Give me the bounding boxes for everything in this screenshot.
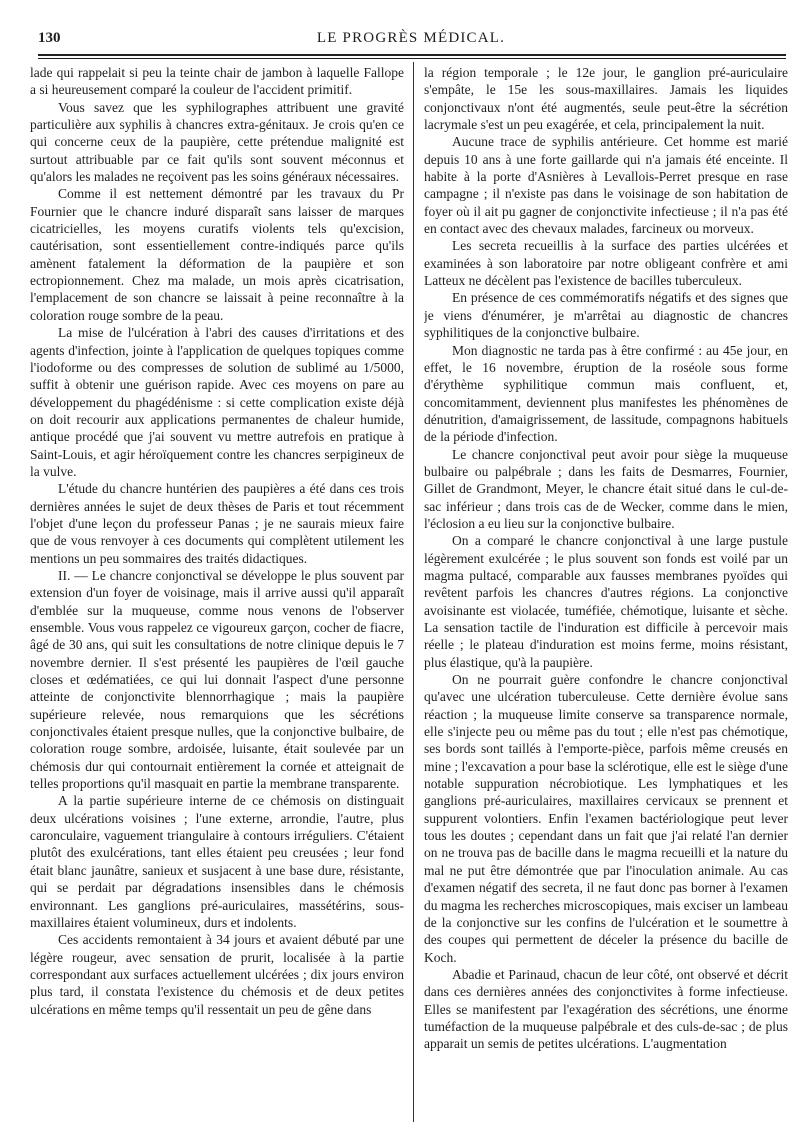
paragraph: la région temporale ; le 12e jour, le ganglion pré-auriculaire s'empâte, le 15e les sous-maxillaires. Jamais les liquides conjonctivaux n'ont été augmentés, seule peut-être la sécrétion lacrymale s'est un peu exagérée, et cela, principalement la nuit.: [424, 65, 788, 133]
paragraph: La mise de l'ulcération à l'abri des causes d'irritations et des agents d'infection, jointe à l'application de quelques topiques comme l'iodoforme ou des compresses de solution de sublimé au 1/5000, suffit à obtenir une guérison rapide. Avec ces moyens on pare au développement du phagédénisme : si cette complication existe déjà on doit recourir aux applications permanentes de chaleur humide, antique procédé que j'ai souvent vu mettre autrefois en pratique à Saint-Louis, et agir héroïquement contre les chancres serpigineux de la vulve.: [30, 325, 404, 479]
paragraph: L'étude du chancre huntérien des paupières a été dans ces trois dernières années le sujet de deux thèses de Paris et tout récemment l'objet d'une leçon du professeur Panas ; je ne saurais mieux faire que de vous renvoyer à ces documents qui complètent utilement les mentions un peu sommaires des traités didactiques.: [30, 481, 404, 566]
paragraph: Vous savez que les syphilographes attribuent une gravité particulière aux syphilis à chancres extra-génitaux. Je crois qu'en ce qui concerne ceux de la paupière, cette prétendue malignité est surtout attribuable par ce fait qu'ils sont souvent méconnus et qu'alors les malades ne reçoivent pas les soins généraux nécessaires.: [30, 99, 404, 185]
paragraph: En présence de ces commémoratifs négatifs et des signes que je viens d'énumérer, je m'arrêtai au diagnostic de chancres syphilitiques de la conjonctive bulbaire.: [424, 290, 788, 341]
header-rule-thin: [38, 58, 786, 59]
column-divider: [413, 62, 414, 1122]
header-rule: [38, 54, 786, 56]
paragraph: Comme il est nettement démontré par les travaux du Pr Fournier que le chancre induré disparaît sans laisser de marques cicatricielles, les moyens curatifs violents tels qu'excision, cautérisation, sont essentiellement contre-indiqués parce qu'ils amènent fatalement la déformation de la paupière et son ectropionnement. Chez ma malade, un mois après cicatrisation, l'emplacement de son chancre se laissait à peine reconnaître à la coloration rouge sombre de la peau.: [30, 186, 404, 323]
paragraph: II. — Le chancre conjonctival se développe le plus souvent par extension d'un foyer de voisinage, mais il arrive aussi qu'il apparaît d'emblée sur la muqueuse, comme nous venons de l'observer ensemble. Vous vous rappelez ce vigoureux garçon, cocher de fiacre, âgé de 30 ans, qui suit les consultations de notre clinique depuis le 7 novembre dernier. Il s'est présenté les paupières de l'œil gauche closes et œdématiées, ce qui lui donnait l'aspect d'une personne atteinte de conjonctivite blennorrhagique ; mais la paupière supérieure relevée, nous remarquions que les sécrétions conjonctivales étaient presque nulles, que la conjonctive bulbaire, de coloration rouge sombre, ardoisée, luisante, était soulevée par un chémosis dur qui contournait entièrement la cornée et atteignait de telles proportions qu'il masquait en partie la membrane transparente.: [30, 567, 404, 792]
paragraph: Les secreta recueillis à la surface des parties ulcérées et examinées à son laboratoire par notre obligeant confrère et ami Latteux ne décèlent pas l'existence de bacilles tuberculeux.: [424, 238, 788, 289]
right-column: [424, 64, 788, 1114]
page-header: [38, 28, 784, 50]
paragraph: Mon diagnostic ne tarda pas à être confirmé : au 45e jour, en effet, le 16 novembre, éruption de la roséole sous forme d'érythème syphilitique commun mais confluent, et, concomitamment, deviennent plus manifestes les phénomènes de dénutrition, d'amaigrissement, de lassitude, compagnons habituels de la période d'infection.: [424, 342, 788, 445]
paragraph: On a comparé le chancre conjonctival à une large pustule légèrement exulcérée ; le plus souvent son fonds est voilé par un magma pultacé, comparable aux fausses membranes pyoïdes qui revêtent parfois les chancres d'autres régions. La conjonctive avoisinante est violacée, tuméfiée, chémotique, luisante et sèche. La sensation tactile de l'induration est difficile à percevoir mais réelle ; le plateau d'induration est moins ferme, moins résistant, plus élastique, qu'à la paupière.: [424, 533, 788, 670]
paragraph: Ces accidents remontaient à 34 jours et avaient débuté par une légère rougeur, avec sensation de prurit, localisée à la partie correspondant aux surfaces actuellement ulcérées ; dix jours environ plus tard, il constata l'existence du chémosis et de deux petites ulcérations en même temps qu'il ressentait un peu de gêne dans: [30, 932, 404, 1017]
paragraph: lade qui rappelait si peu la teinte chair de jambon à laquelle Fallope a si heureusement comparé la couleur de l'accident primitif.: [30, 65, 404, 98]
paragraph: Aucune trace de syphilis antérieure. Cet homme est marié depuis 10 ans à une forte gaillarde qui n'a jamais été enceinte. Il habite à la porte d'Asnières à Levallois-Perret presque en rase campagne ; il n'existe pas dans le voisinage de son habitation de foyer où il ait pu gagner de conjonctivite infectieuse ; il n'a pas été en contact avec des chevaux malades, farcineux ou morveux.: [424, 134, 788, 237]
paragraph: Abadie et Parinaud, chacun de leur côté, ont observé et décrit dans ces dernières années des conjonctivites à forme infectieuse. Elles se manifestent par l'exagération des sécrétions, une énorme tuméfaction de la muqueuse palpébrale et des culs-de-sac ; de plus apparait un semis de petites ulcérations. L'augmentation: [424, 966, 788, 1052]
paragraph: A la partie supérieure interne de ce chémosis on distinguait deux ulcérations voisines ; l'une externe, arrondie, l'autre, plus caronculaire, vaguement triangulaire à contours irréguliers. C'étaient plutôt des exulcérations, tant elles étaient peu creusées ; leur fond était blanc jaunâtre, sanieux et susjacent à une base dure, résistante, qui se perdait par dégradations insensibles dans le chémosis environnant. Les ganglions pré-auriculaires, massétérins, sous-maxillaires étaient volumineux, durs et indolents.: [30, 793, 404, 930]
paragraph: On ne pourrait guère confondre le chancre conjonctival qu'avec une ulcération tuberculeuse. Cette dernière évolue sans réaction ; la muqueuse limite conserve sa transparence normale, elle s'injecte peu ou même pas du tout ; elle n'est pas chémotique, ses bords sont taillés à l'emporte-pièce, parfois même creusés en mine ; l'excavation a pour base la sclérotique, elle est le siège d'une notable suppuration nécrobiotique. Les lymphatiques et les ganglions pré-auriculaires, maxillaires cervicaux se prennent et suppurent volontiers. Enfin l'examen bactériologique peut lever tous les doutes ; cependant dans un fait que j'ai relaté l'an dernier on ne trouva pas de bacille dans le magma recueilli et la nature du mal ne put être démontrée que par l'inoculation animale. Au cas d'examen négatif des secreta, il ne faut donc pas borner à l'examen du magma les recherches microscopiques, mais exciser un lambeau de la conjonctive sur les confins de l'ulcération et le soumettre à des coupes qui permettent de déceler la présence du bacille de Koch.: [424, 672, 788, 965]
running-title: LE PROGRÈS MÉDICAL.: [316, 30, 506, 46]
paragraph: Le chancre conjonctival peut avoir pour siège la muqueuse bulbaire ou palpébrale ; dans les faits de Desmarres, Fournier, Gillet de Grandmont, Meyer, le chancre était situé dans le cul-de-sac inférieur ; dans trois cas de de Wecker, comme dans le mien, l'éclosion a eu lieu sur la conjonctive bulbaire.: [424, 446, 788, 531]
page-number: 130: [38, 30, 61, 46]
left-column: [30, 64, 404, 1114]
